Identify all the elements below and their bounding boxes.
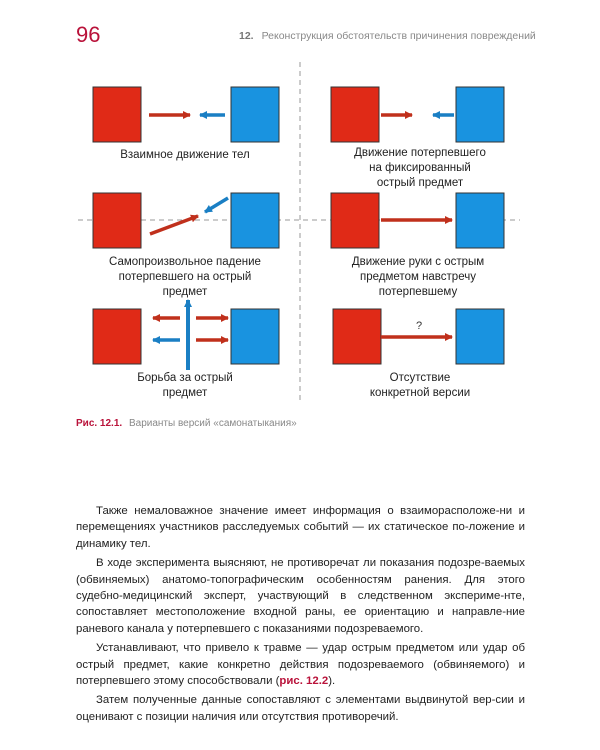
body-text [76, 503, 525, 728]
paragraph-4: Затем полученные данные сопоставляют с элементами выдвинутой вер-сии и оценивают с позиции наличия или отсутствия противоречий. [76, 694, 525, 723]
panel2-caption-line: Движение потерпевшего [354, 147, 486, 159]
panel4-caption-line: предметом навстречу [360, 271, 476, 283]
figure-caption [76, 418, 297, 429]
panel4-caption-line: потерпевшему [378, 286, 458, 298]
paragraph-2: В ходе эксперимента выясняют, не противоречат ли показания подозре-ваемых (обвиняемых) анатомо-топографическим особенностям ранения. Для этого судебно-медицинский эксперт, участвующий в следственном экспериме-нте, сопоставляет местоположение входной раны, ее ориентацию и направле-ние раневого канала у потерпевшего с показаниями подозреваемого. [76, 557, 525, 635]
panel3-blue-block [231, 193, 279, 248]
chapter-title: Реконструкция обстоятельств причинения повреждений [261, 30, 536, 42]
panel3-caption-line: предмет [162, 286, 208, 298]
panel3-caption-line: Самопроизвольное падение [109, 256, 261, 268]
paragraph-1: Также немаловажное значение имеет информация о взаиморасположе-ни и перемещениях участников расследуемых событий — их статическое по-ложение и динамику тел. [76, 505, 525, 550]
panel6-question-mark: ? [415, 320, 423, 332]
panel3-red-arrow [150, 216, 198, 234]
paragraph-3-text: Устанавливают, что привело к травме — удар острым предметом или удар об острый предмет, какие конкретно действия подозреваемого (обвиняемого) и потерпевшего этому способствовали ( [76, 642, 525, 688]
panel2-caption-line: на фиксированный [369, 162, 471, 174]
panel2-blue-block [456, 87, 504, 142]
panel3-red-block [93, 193, 141, 248]
chapter-number: 12. [239, 30, 254, 42]
panel3-caption-line: потерпевшего на острый [118, 271, 252, 283]
panel1-blue-block [231, 87, 279, 142]
panel5-caption [110, 371, 260, 401]
panel3-caption [95, 255, 275, 300]
panel6-caption-line: конкретной версии [369, 387, 471, 399]
panel6-caption-line: Отсутствие [389, 372, 451, 384]
panel2-caption-line: острый предмет [376, 177, 464, 189]
figure-reference-link[interactable]: рис. 12.2 [279, 675, 329, 688]
panel4-caption-line: Движение руки с острым [351, 256, 485, 268]
panel6-red-block [333, 309, 381, 364]
panel6-caption [345, 371, 495, 401]
paragraph-3-end: ). [328, 675, 336, 688]
panel4-blue-block [456, 193, 504, 248]
panel1-red-block [93, 87, 141, 142]
panel5-caption-line: предмет [162, 387, 208, 399]
panel2-caption [330, 146, 510, 191]
panel4-caption [328, 255, 508, 300]
panel3-blue-arrow [205, 198, 228, 212]
panel6-blue-block [456, 309, 504, 364]
panel5-caption-line: Борьба за острый [137, 372, 233, 384]
figure-caption-label: Рис. 12.1. [76, 418, 123, 429]
panel2-red-block [331, 87, 379, 142]
panel1-caption-line: Взаимное движение тел [120, 149, 250, 161]
panel5-red-block [93, 309, 141, 364]
panel1-caption [100, 148, 270, 163]
paragraph-3 [76, 640, 525, 689]
panel5-blue-block [231, 309, 279, 364]
panel4-red-block [331, 193, 379, 248]
figure-caption-text: Варианты версий «самонатыкания» [128, 418, 297, 429]
page-number: 96 [76, 22, 101, 47]
